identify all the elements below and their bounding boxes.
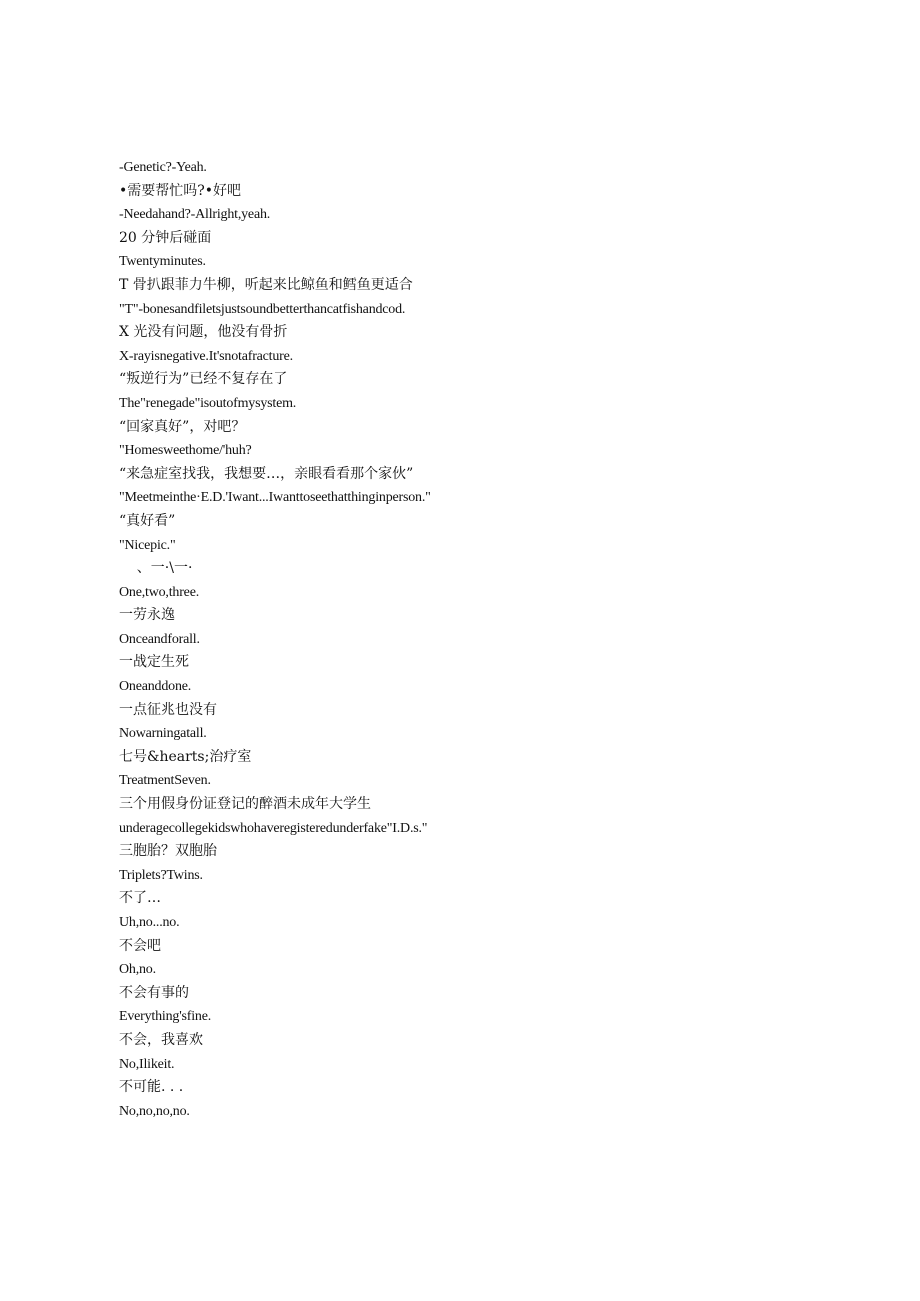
subtitle-line-english: No,Ilikeit.: [119, 1056, 175, 1072]
subtitle-line-english: Oh,no.: [119, 962, 156, 978]
subtitle-line-chinese: X 光没有问题，他没有骨折: [119, 324, 288, 341]
subtitle-line-chinese: “叛逆行为”已经不复存在了: [119, 371, 288, 388]
subtitle-line-chinese: T 骨扒跟菲力牛柳，听起来比鲸鱼和鳕鱼更适合: [119, 276, 413, 293]
subtitle-line-chinese: 一战定生死: [119, 654, 189, 671]
subtitle-line-english: One,two,three.: [119, 584, 200, 600]
subtitle-line-english: Twentyminutes.: [119, 254, 206, 270]
subtitle-line-chinese: 不可能. . .: [119, 1079, 184, 1096]
subtitle-line-english: Oneanddone.: [119, 679, 192, 695]
subtitle-line-english: -Genetic?-Yeah.: [119, 160, 207, 175]
subtitle-line-english: "Homesweethome/'huh?: [119, 443, 252, 459]
subtitle-line-chinese: 20 分钟后碰面: [119, 229, 212, 246]
subtitle-line-english: -Needahand?-Allright,yeah.: [119, 207, 271, 223]
subtitle-line-english: "T"-bonesandfiletsjustsoundbetterthancatfishandcod.: [119, 301, 406, 317]
subtitle-line-chinese: 三胞胎？双胞胎: [119, 843, 217, 860]
subtitle-line-english: "Meetmeinthe·E.D.'Iwant...Iwanttoseethatthinginperson.": [119, 490, 431, 506]
subtitle-line-english: Nowarningatall.: [119, 726, 207, 742]
subtitle-line-english: underagecollegekidswhohaveregisteredunderfake"I.D.s.": [119, 820, 428, 836]
subtitle-line-english: No,no,no,no.: [119, 1103, 190, 1119]
subtitle-line-english: TreatmentSeven.: [119, 773, 211, 789]
subtitle-line-english: X-rayisnegative.It'snotafracture.: [119, 348, 293, 364]
subtitle-line-english: Onceandforall.: [119, 631, 200, 647]
subtitle-line-chinese: 不会，我喜欢: [119, 1031, 203, 1048]
subtitle-line-chinese: 、一·\一·: [119, 560, 193, 577]
subtitle-line-chinese: 不会吧: [119, 937, 161, 954]
subtitle-line-chinese: “真好看”: [119, 512, 176, 529]
subtitle-line-chinese: “来急症室找我，我想要…，亲眼看看那个家伙”: [119, 465, 414, 482]
subtitle-line-chinese: 一点征兆也没有: [119, 701, 217, 718]
subtitle-line-chinese: 一劳永逸: [119, 607, 175, 624]
subtitle-line-english: The"renegade"isoutofmysystem.: [119, 395, 297, 411]
subtitle-line-english: Uh,no...no.: [119, 915, 180, 930]
subtitle-line-english: Everything'sfine.: [119, 1009, 212, 1025]
subtitle-line-chinese: 七号&hearts;治疗室: [119, 748, 252, 765]
subtitle-line-chinese: •需要帮忙吗?•好吧: [119, 182, 242, 199]
subtitle-line-chinese: “回家真好”，对吧？: [119, 418, 246, 435]
subtitle-line-english: "Nicepic.": [119, 537, 176, 553]
subtitle-line-chinese: 不会有事的: [119, 984, 189, 1001]
document-body: [119, 156, 879, 1123]
subtitle-line-chinese: 不了…: [119, 890, 161, 907]
subtitle-line-english: Triplets?Twins.: [119, 867, 203, 883]
subtitle-line-chinese: 三个用假身份证登记的醉酒未成年大学生: [119, 796, 371, 813]
